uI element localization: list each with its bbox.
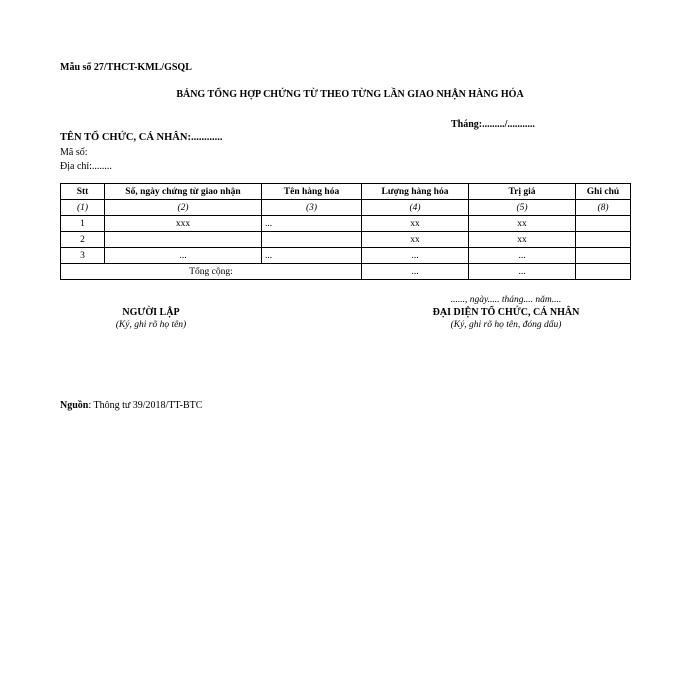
address-label: Địa chỉ:........ bbox=[60, 161, 112, 172]
column-header-quantity: Lượng hàng hóa bbox=[362, 184, 469, 200]
total-note bbox=[576, 264, 631, 280]
cell-value: ... bbox=[469, 248, 576, 264]
organization-name: TÊN TỔ CHỨC, CÁ NHÂN:............ bbox=[60, 132, 223, 143]
column-number: (5) bbox=[469, 200, 576, 216]
table-row bbox=[61, 232, 631, 248]
total-quantity: ... bbox=[362, 264, 469, 280]
table-row bbox=[61, 216, 631, 232]
cell-goods-name: ... bbox=[262, 248, 362, 264]
cell-quantity: ... bbox=[362, 248, 469, 264]
preparer-signature-block bbox=[86, 306, 216, 331]
tax-code-label: Mã số: bbox=[60, 147, 88, 158]
column-number: (1) bbox=[61, 200, 105, 216]
voucher-summary-table bbox=[60, 183, 631, 280]
cell-voucher: ... bbox=[105, 248, 262, 264]
representative-note: (Ký, ghi rõ họ tên, đóng dấu) bbox=[450, 320, 562, 330]
column-number: (8) bbox=[576, 200, 631, 216]
column-header-goods-name: Tên hàng hóa bbox=[262, 184, 362, 200]
representative-signature-block bbox=[420, 294, 592, 331]
total-label: Tổng cộng: bbox=[61, 264, 362, 280]
cell-goods-name bbox=[262, 232, 362, 248]
cell-value: xx bbox=[469, 216, 576, 232]
cell-voucher: xxx bbox=[105, 216, 262, 232]
document-title: BẢNG TỔNG HỢP CHỨNG TỪ THEO TỪNG LẦN GIAO NHẬN HÀNG HÓA bbox=[176, 89, 524, 100]
cell-quantity: xx bbox=[362, 216, 469, 232]
column-number-row bbox=[61, 200, 631, 216]
table-row bbox=[61, 248, 631, 264]
column-number: (4) bbox=[362, 200, 469, 216]
signature-date: ......, ngày..... tháng.... năm.... bbox=[450, 295, 562, 305]
cell-stt: 1 bbox=[61, 216, 105, 232]
cell-quantity: xx bbox=[362, 232, 469, 248]
cell-note bbox=[576, 232, 631, 248]
column-header-value: Trị giá bbox=[469, 184, 576, 200]
cell-value: xx bbox=[469, 232, 576, 248]
cell-note bbox=[576, 248, 631, 264]
cell-stt: 3 bbox=[61, 248, 105, 264]
preparer-note: (Ký, ghi rõ họ tên) bbox=[115, 320, 187, 330]
column-number: (2) bbox=[105, 200, 262, 216]
column-header-stt: Stt bbox=[61, 184, 105, 200]
column-header-note: Ghi chú bbox=[576, 184, 631, 200]
preparer-role: NGƯỜI LẬP bbox=[122, 307, 180, 318]
column-header-voucher: Số, ngày chứng từ giao nhận bbox=[105, 184, 262, 200]
source-text: : Thông tư 39/2018/TT-BTC bbox=[88, 400, 203, 411]
total-row bbox=[61, 264, 631, 280]
month-line: Tháng:........./........... bbox=[451, 119, 535, 130]
representative-role: ĐẠI DIỆN TỔ CHỨC, CÁ NHÂN bbox=[432, 307, 580, 318]
total-value: ... bbox=[469, 264, 576, 280]
source-citation bbox=[60, 400, 202, 411]
table-header-row bbox=[61, 184, 631, 200]
cell-goods-name: ... bbox=[262, 216, 362, 232]
cell-note bbox=[576, 216, 631, 232]
source-label: Nguồn bbox=[60, 400, 89, 411]
column-number: (3) bbox=[262, 200, 362, 216]
form-code: Mẫu số 27/THCT-KML/GSQL bbox=[60, 62, 192, 73]
cell-stt: 2 bbox=[61, 232, 105, 248]
cell-voucher bbox=[105, 232, 262, 248]
